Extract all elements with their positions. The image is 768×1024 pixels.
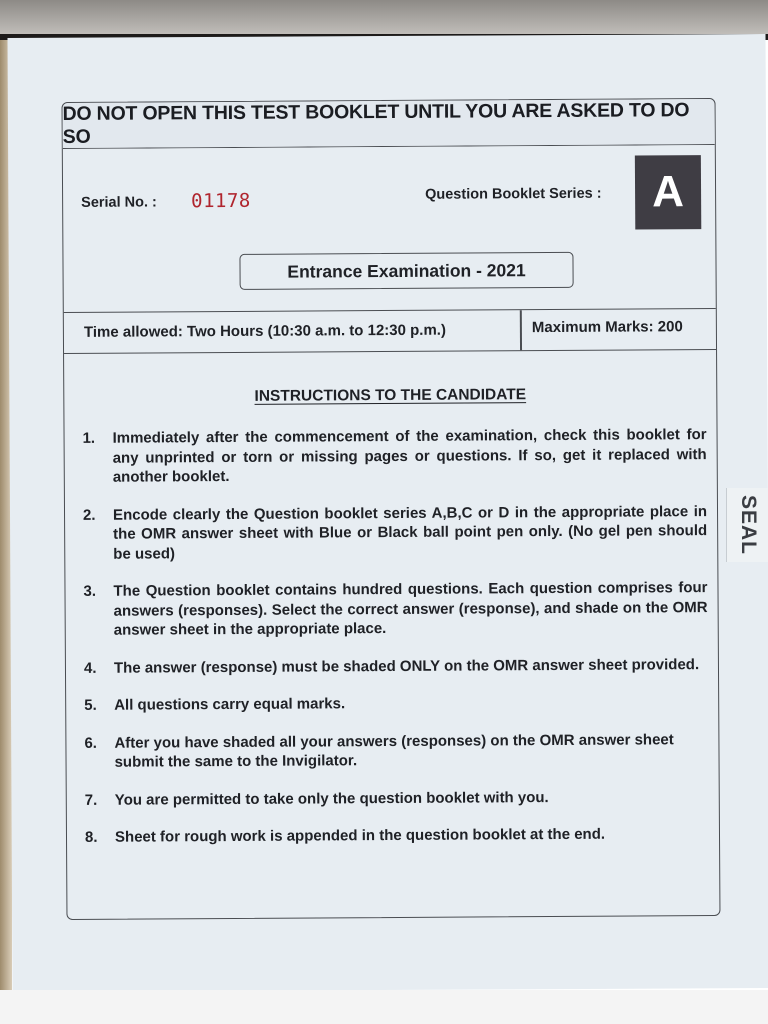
instruction-number: 3. xyxy=(83,582,97,600)
instruction-number: 8. xyxy=(84,828,98,846)
warning-banner xyxy=(63,99,715,149)
instructions-list xyxy=(83,425,710,865)
instruction-text: Encode clearly the Question booklet series A,B,C or D in the appropriate place in the OMR answer sheet with Blue or Black ball point pen only. (No gel pen should be used) xyxy=(112,502,708,563)
instruction-item xyxy=(83,425,707,487)
instruction-item xyxy=(85,787,709,810)
instruction-item xyxy=(85,824,709,847)
instruction-item xyxy=(83,578,707,640)
seal-tab xyxy=(726,488,768,562)
time-allowed: Time allowed: Two Hours (10:30 a.m. to 12:30 p.m.) xyxy=(83,321,446,341)
instruction-item xyxy=(83,502,707,564)
series-letter: A xyxy=(652,167,685,217)
booklet-frame xyxy=(62,98,721,920)
seal-label: SEAL xyxy=(737,494,761,556)
maximum-marks: Maximum Marks: 200 xyxy=(531,318,683,337)
warning-text: DO NOT OPEN THIS TEST BOOKLET UNTIL YOU ARE ASKED TO DO SO xyxy=(62,98,690,148)
time-row-divider xyxy=(520,310,522,350)
instruction-number: 2. xyxy=(82,506,96,524)
instruction-item xyxy=(84,730,708,773)
instruction-number: 5. xyxy=(84,696,97,714)
instruction-text: After you have shaded all your answers (responses) on the OMR answer sheet submit the same to the Invigilator. xyxy=(114,730,674,771)
photo-background-bottom xyxy=(0,990,768,1024)
instruction-text: Sheet for rough work is appended in the question booklet at the end. xyxy=(114,825,606,846)
instruction-number: 6. xyxy=(84,734,97,752)
time-marks-row xyxy=(64,308,716,354)
serial-number: 01178 xyxy=(191,189,251,213)
instruction-item xyxy=(84,692,708,715)
instruction-text: All questions carry equal marks. xyxy=(114,695,346,714)
exam-title xyxy=(239,252,573,290)
instruction-item xyxy=(84,655,708,678)
instruction-number: 4. xyxy=(83,659,97,677)
instruction-number: 7. xyxy=(84,791,98,809)
instruction-text: Immediately after the commencement of the examination, check this booklet for any unprinted or torn or missing pages or questions. If so, get it replaced with another booklet. xyxy=(112,426,707,486)
serial-label: Serial No. : xyxy=(81,194,157,211)
instruction-text: You are permitted to take only the question booklet with you. xyxy=(114,788,549,809)
instruction-number: 1. xyxy=(82,429,96,447)
exam-title-text: Entrance Examination - 2021 xyxy=(287,259,526,282)
instruction-text: The answer (response) must be shaded ONLY on the OMR answer sheet provided. xyxy=(113,655,700,677)
instructions-heading: INSTRUCTIONS TO THE CANDIDATE xyxy=(254,386,527,405)
series-letter-box xyxy=(635,155,701,229)
series-label: Question Booklet Series : xyxy=(425,185,602,203)
instruction-text: The Question booklet contains hundred questions. Each question comprises four answers (responses). Select the correct answer (response), and shade on the OMR answer sheet in the appropriate place. xyxy=(113,579,708,639)
